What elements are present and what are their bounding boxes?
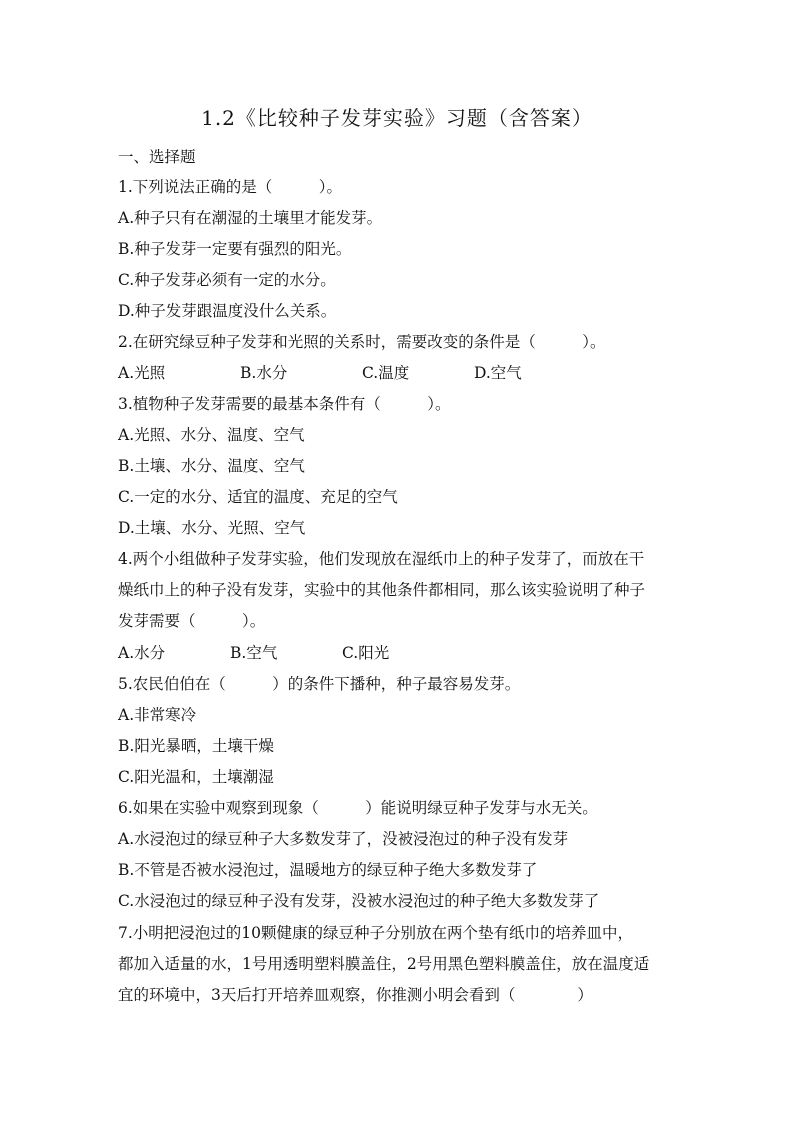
question-1-stem: 1.下列说法正确的是（ ）。 [118, 178, 343, 196]
question-6-option-c: C.水浸泡过的绿豆种子没有发芽，没被水浸泡过的种子绝大多数发芽了 [118, 892, 600, 910]
question-1-option-d: D.种子发芽跟温度没什么关系。 [118, 302, 337, 320]
question-1-option-b: B.种子发芽一定要有强烈的阳光。 [118, 240, 352, 258]
question-6-option-a: A.水浸泡过的绿豆种子大多数发芽了，没被浸泡过的种子没有发芽 [118, 830, 569, 848]
question-4-options [118, 642, 389, 664]
question-3-option-d: D.土壤、水分、光照、空气 [118, 519, 306, 537]
question-4-stem-line-2: 燥纸巾上的种子没有发芽，实验中的其他条件都相同，那么该实验说明了种子 [118, 581, 646, 599]
question-2-option-c: C.温度 [362, 364, 410, 382]
question-2-options [118, 362, 522, 384]
question-6-stem: 6.如果在实验中观察到现象（ ）能说明绿豆种子发芽与水无关。 [118, 799, 598, 817]
page-title: 1.2《比较种子发芽实验》习题（含答案） [201, 106, 593, 130]
section-heading: 一、选择题 [118, 148, 196, 166]
question-4-option-a: A.水分 [118, 644, 166, 662]
question-3-option-a: A.光照、水分、温度、空气 [118, 426, 305, 444]
question-2-option-d: D.空气 [474, 364, 522, 382]
question-5-stem: 5.农民伯伯在（ ）的条件下播种，种子最容易发芽。 [118, 675, 521, 693]
question-6-option-b: B.不管是否被水浸泡过，温暖地方的绿豆种子绝大多数发芽了 [118, 861, 538, 879]
question-7-stem-line-1: 7.小明把浸泡过的10颗健康的绿豆种子分别放在两个垫有纸巾的培养皿中， [118, 924, 634, 942]
question-3-option-b: B.土壤、水分、温度、空气 [118, 457, 305, 475]
question-3-stem: 3.植物种子发芽需要的最基本条件有（ ）。 [118, 395, 451, 413]
question-2-stem: 2.在研究绿豆种子发芽和光照的关系时，需要改变的条件是（ ）。 [118, 333, 606, 351]
question-4-stem-line-3: 发芽需要（ ）。 [118, 612, 266, 630]
question-3-option-c: C.一定的水分、适宜的温度、充足的空气 [118, 488, 398, 506]
question-4-stem-line-1: 4.两个小组做种子发芽实验，他们发现放在湿纸巾上的种子发芽了，而放在干 [118, 550, 645, 568]
question-5-option-c: C.阳光温和，土壤潮湿 [118, 768, 274, 786]
question-7-stem-line-2: 都加入适量的水，1号用透明塑料膜盖住，2号用黑色塑料膜盖住，放在温度适 [118, 955, 650, 973]
question-5-option-b: B.阳光暴晒，土壤干燥 [118, 737, 274, 755]
question-4-option-b: B.空气 [230, 644, 278, 662]
question-1-option-c: C.种子发芽必须有一定的水分。 [118, 271, 336, 289]
question-4-option-c: C.阳光 [342, 644, 390, 662]
question-2-option-a: A.光照 [118, 364, 166, 382]
question-1-option-a: A.种子只有在潮湿的土壤里才能发芽。 [118, 209, 383, 227]
question-7-stem-line-3: 宜的环境中，3天后打开培养皿观察，你推测小明会看到（ ） [118, 986, 593, 1004]
question-2-option-b: B.水分 [240, 364, 288, 382]
question-5-option-a: A.非常寒冷 [118, 706, 197, 724]
